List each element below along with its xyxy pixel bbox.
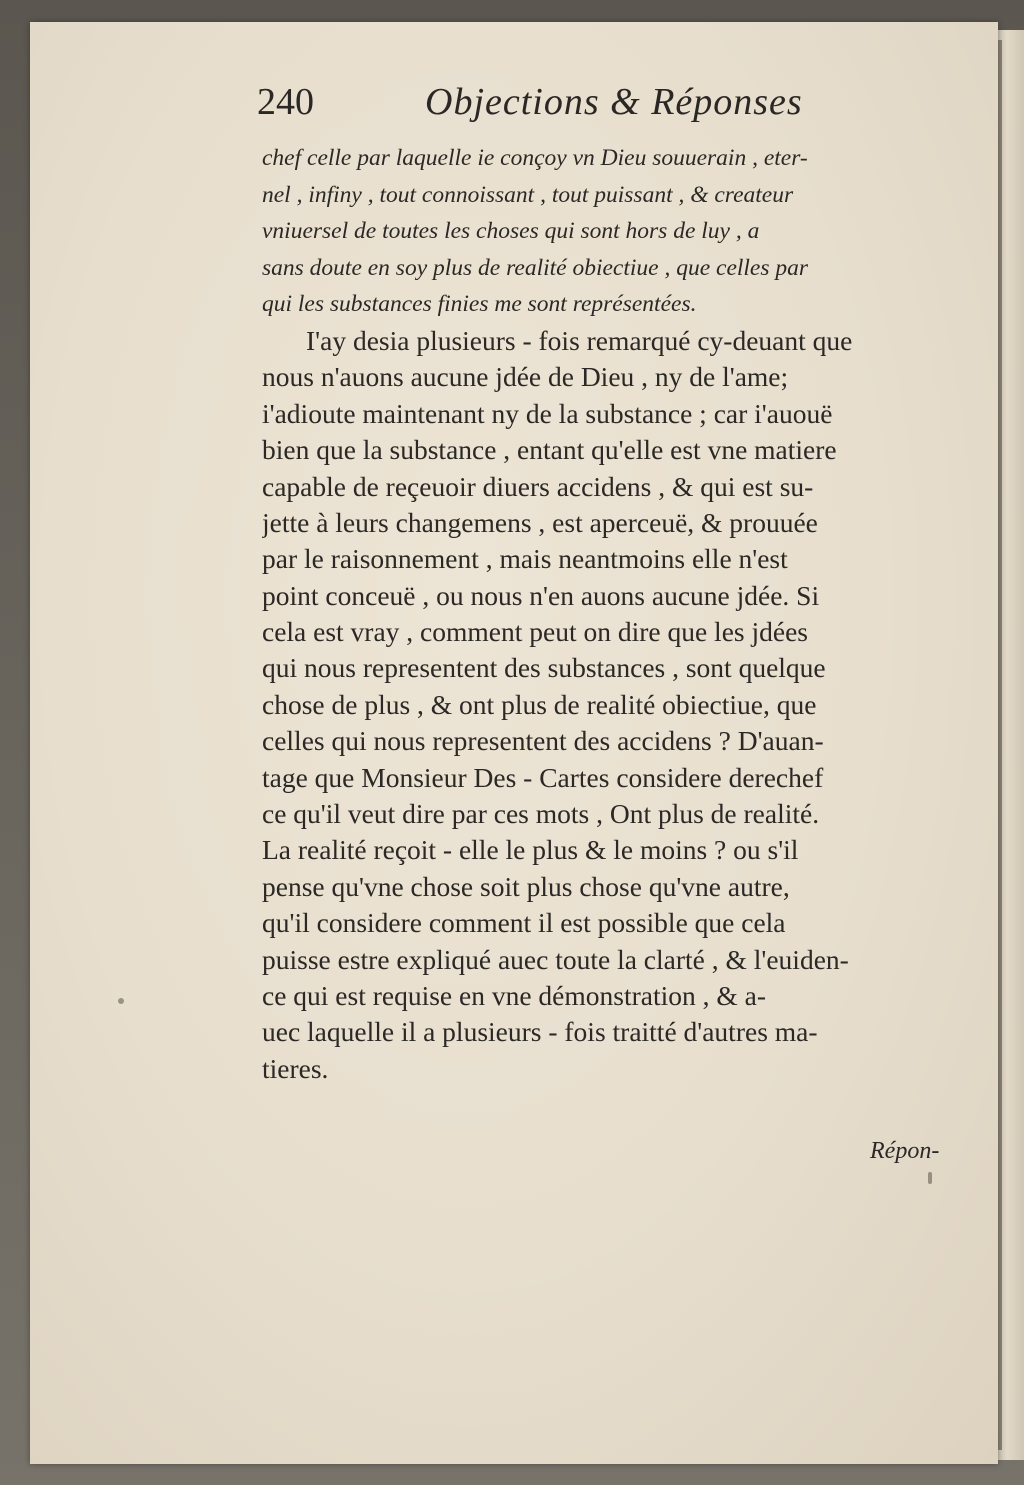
catchword: Répon- [870, 1138, 940, 1164]
page-text [262, 140, 952, 1087]
text-line: point conceuë , ou nous n'en auons aucune jdée. Si [262, 579, 820, 611]
text-line: I'ay desia plusieurs - fois remarqué cy-deuant que [306, 324, 853, 356]
text-line: tage que Monsieur Des - Cartes considere derechef [262, 761, 824, 793]
italic-quotation [262, 140, 952, 323]
text-line: chose de plus , & ont plus de realité obiectiue, que [262, 688, 817, 720]
text-line: pense qu'vne chose soit plus chose qu'vne autre, [262, 870, 790, 902]
text-line: qu'il considere comment il est possible que cela [262, 907, 786, 939]
text-line: ce qu'il veut dire par ces mots , Ont plus de realité. [262, 798, 820, 830]
page-number: 240 [257, 81, 314, 123]
text-line: puisse estre expliqué auec toute la clarté , & l'euiden- [262, 943, 849, 975]
text-line: tieres. [262, 1052, 329, 1084]
text-line: bien que la substance , entant qu'elle est vne matiere [262, 434, 837, 466]
text-line: uec laquelle il a plusieurs - fois traitté d'autres ma- [262, 1016, 818, 1048]
gutter-edge [998, 40, 1002, 1450]
text-line: qui nous representent des substances , sont quelque [262, 652, 826, 684]
text-line: qui les substances finies me sont représentées. [262, 291, 697, 318]
page-header [257, 80, 957, 136]
text-line: jette à leurs changemens , est aperceuë, & prouuée [262, 506, 818, 538]
paper-speck [928, 1172, 932, 1184]
text-line: nel , infiny , tout connoissant , tout puissant , & createur [262, 181, 794, 208]
paper-speck [118, 998, 124, 1004]
text-line: sans doute en soy plus de realité obiectiue , que celles par [262, 254, 809, 281]
text-line: par le raisonnement , mais neantmoins elle n'est [262, 543, 788, 575]
text-line: chef celle par laquelle ie conçoy vn Dieu souuerain , eter- [262, 145, 808, 171]
text-line: capable de reçeuoir diuers accidens , & qui est su- [262, 470, 814, 502]
text-line: cela est vray , comment peut on dire que les jdées [262, 616, 808, 648]
main-paragraph [262, 323, 952, 1087]
text-line: nous n'auons aucune jdée de Dieu , ny de l'ame; [262, 361, 789, 393]
text-line: ce qui est requise en vne démonstration , & a- [262, 980, 767, 1011]
text-line: i'adioute maintenant ny de la substance ; car i'auouë [262, 397, 833, 429]
running-title: Objections & Réponses [425, 81, 803, 123]
text-line: vniuersel de toutes les choses qui sont hors de luy , a [262, 218, 760, 245]
text-line: celles qui nous representent des accidens ? D'auan- [262, 725, 824, 757]
text-line: La realité reçoit - elle le plus & le moins ? ou s'il [262, 834, 799, 866]
